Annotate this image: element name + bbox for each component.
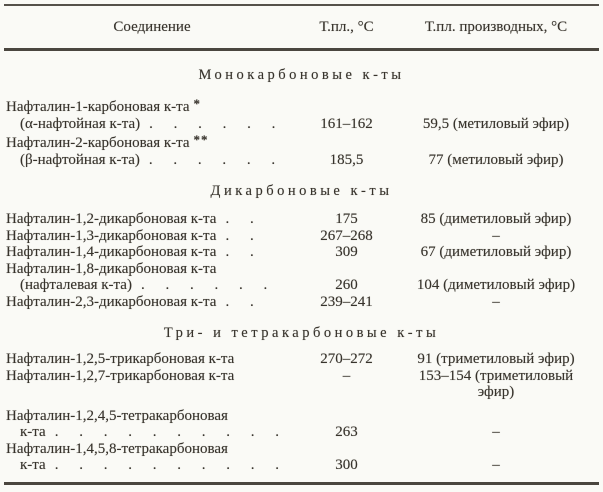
compound-name bbox=[4, 294, 300, 311]
leader-dots: . . . . . . . . . . bbox=[54, 457, 279, 473]
compound-name bbox=[4, 228, 300, 245]
melting-point: 300 bbox=[335, 457, 358, 473]
melting-point: 239–241 bbox=[320, 293, 373, 310]
compound-name-text: (α-нафтойная к-та) bbox=[20, 115, 141, 132]
header-separator-rule bbox=[4, 48, 599, 51]
footnote-marker: * bbox=[193, 96, 202, 111]
table-row bbox=[4, 457, 599, 474]
melting-point: 309 bbox=[335, 244, 358, 260]
column-header-compound: Соединение bbox=[113, 18, 191, 35]
compound-name bbox=[4, 116, 300, 133]
section-heading-tri-tetracarboxylic: Три- и тетракарбоновые к-ты bbox=[163, 325, 440, 341]
melting-point: 185,5 bbox=[329, 151, 364, 168]
compound-name-text: Нафталин-1,2,7-трикарбоновая к-та bbox=[6, 367, 235, 384]
compound-name bbox=[4, 368, 300, 385]
derivative-melting-point: – bbox=[492, 227, 500, 244]
melting-point: 175 bbox=[335, 211, 358, 227]
derivative-melting-point: – bbox=[492, 293, 500, 310]
table-row bbox=[4, 96, 599, 116]
leader-dots: . . bbox=[225, 293, 254, 310]
table-row bbox=[4, 261, 599, 278]
table-row bbox=[4, 244, 599, 261]
leader-dots: . . . . . . . . . . bbox=[54, 424, 279, 440]
compound-name-text: к-та bbox=[20, 424, 46, 440]
derivative-melting-point-text: 153–154 (триметиловый эфир) bbox=[418, 367, 574, 400]
table-row bbox=[4, 116, 599, 133]
compound-name bbox=[4, 424, 300, 441]
compound-name-text: к-та bbox=[20, 457, 46, 473]
derivative-melting-point bbox=[393, 368, 599, 401]
compound-name bbox=[4, 261, 300, 278]
table-row bbox=[4, 228, 599, 245]
derivative-melting-point: 77 (метиловый эфир) bbox=[428, 151, 564, 168]
compound-name-text: Нафталин-2,3-дикарбоновая к-та bbox=[6, 293, 217, 310]
table-row bbox=[4, 441, 599, 458]
table-header-row bbox=[4, 6, 599, 48]
table-row bbox=[4, 351, 599, 368]
compound-name-text: Нафталин-2-карбоновая к-та bbox=[6, 135, 190, 151]
table-row bbox=[4, 424, 599, 441]
melting-point: – bbox=[342, 367, 351, 384]
leader-dots: . . bbox=[225, 244, 254, 260]
derivative-melting-point: – bbox=[492, 424, 500, 440]
derivative-melting-point: – bbox=[492, 457, 500, 473]
section-heading-monocarboxylic: Монокарбоновые к-ты bbox=[198, 67, 405, 83]
table-row bbox=[4, 408, 599, 425]
table-row bbox=[4, 152, 599, 169]
compound-name-text: Нафталин-1,2-дикарбоновая к-та bbox=[6, 211, 217, 227]
compound-name bbox=[4, 211, 300, 228]
leader-dots: . . . . . . bbox=[148, 151, 276, 168]
compound-name-text: (нафталевая к-та) bbox=[20, 277, 132, 293]
column-header-melting-point: Т.пл., °С bbox=[319, 18, 374, 35]
leader-dots: . . . . . . bbox=[149, 115, 276, 132]
melting-point: 263 bbox=[335, 424, 358, 440]
compound-name bbox=[4, 408, 300, 425]
compound-name-text: (β-нафтойная к-та) bbox=[20, 151, 140, 168]
compound-name bbox=[4, 457, 300, 474]
compound-name bbox=[4, 132, 300, 152]
scanned-reference-table-page bbox=[0, 4, 603, 492]
compound-name-text: Нафталин-1,2,4,5-тетракарбоновая bbox=[6, 407, 228, 424]
melting-point: 267–268 bbox=[320, 227, 373, 244]
compound-name bbox=[4, 244, 300, 261]
compound-name-text: Нафталин-1-карбоновая к-та bbox=[6, 99, 190, 115]
compound-name bbox=[4, 152, 300, 169]
table-row bbox=[4, 277, 599, 294]
derivative-melting-point: 104 (диметиловый эфир) bbox=[416, 277, 576, 293]
compound-name-text: Нафталин-1,4,5,8-тетракарбоновая bbox=[6, 440, 228, 457]
derivative-melting-point: 91 (триметиловый эфир) bbox=[417, 351, 575, 367]
leader-dots: . . bbox=[225, 211, 254, 227]
column-header-derivatives-melting-point: Т.пл. производных, °С bbox=[424, 18, 568, 35]
table-bottom-rule bbox=[4, 482, 599, 485]
section-heading-dicarboxylic: Дикарбоновые к-ты bbox=[210, 183, 393, 199]
leader-dots: . . bbox=[225, 227, 254, 244]
compound-name bbox=[4, 277, 300, 294]
table-row bbox=[4, 211, 599, 228]
table-row bbox=[4, 368, 599, 401]
melting-point: 161–162 bbox=[320, 115, 373, 132]
compound-name-text: Нафталин-1,8-дикарбоновая к-та bbox=[6, 260, 217, 277]
melting-point: 270–272 bbox=[320, 351, 373, 367]
leader-dots: . . . . . . bbox=[140, 277, 268, 293]
compound-name-text: Нафталин-1,3-дикарбоновая к-та bbox=[6, 227, 217, 244]
compound-name bbox=[4, 351, 300, 368]
compound-name-text: Нафталин-1,2,5-трикарбоновая к-та bbox=[6, 351, 235, 367]
melting-point: 260 bbox=[335, 277, 358, 293]
derivative-melting-point: 85 (диметиловый эфир) bbox=[420, 211, 572, 227]
derivative-melting-point: 59,5 (метиловый эфир) bbox=[422, 115, 570, 132]
compound-name bbox=[4, 441, 300, 458]
compound-name-text: Нафталин-1,4-дикарбоновая к-та bbox=[6, 244, 217, 260]
footnote-marker: ** bbox=[193, 132, 209, 147]
table-row bbox=[4, 294, 599, 311]
compound-name bbox=[4, 96, 300, 116]
table-row bbox=[4, 132, 599, 152]
derivative-melting-point: 67 (диметиловый эфир) bbox=[420, 244, 572, 260]
